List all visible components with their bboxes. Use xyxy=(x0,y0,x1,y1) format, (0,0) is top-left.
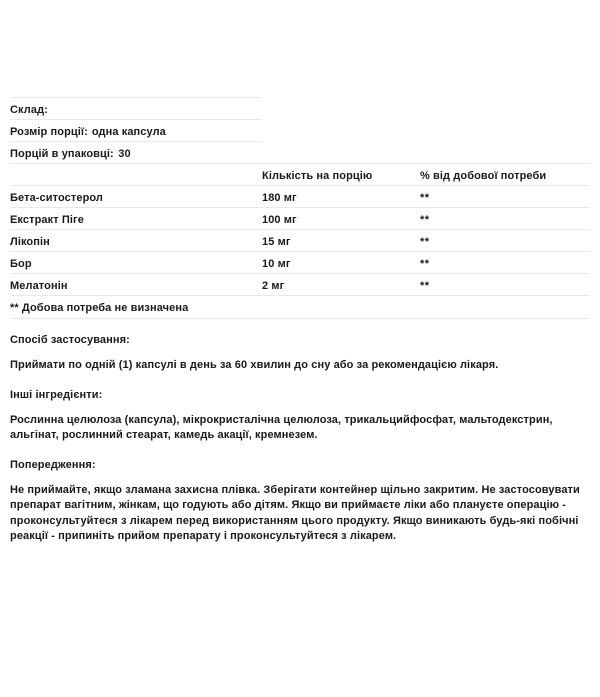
warnings-section xyxy=(10,458,590,545)
table-row xyxy=(10,230,590,252)
ingredient-name: Екстракт Піге xyxy=(10,213,84,226)
serving-size-value: одна капсула xyxy=(91,125,166,138)
supplement-facts-title-cell xyxy=(10,98,262,120)
warnings-title: Попередження: xyxy=(10,458,96,471)
ingredient-name-cell xyxy=(10,208,262,230)
table-row xyxy=(10,274,590,296)
spacer-cell xyxy=(420,120,590,142)
supplement-facts-title-row xyxy=(10,98,590,120)
supplement-facts-title: Склад: xyxy=(10,103,48,116)
ingredient-name-cell xyxy=(10,230,262,252)
spacer-cell xyxy=(262,142,420,164)
facts-bottom-rule xyxy=(10,318,590,319)
ingredient-amount: 180 мг xyxy=(262,191,297,204)
daily-value-footnote: ** Добова потреба не визначена xyxy=(10,302,189,314)
header-amount-cell xyxy=(262,164,420,186)
ingredient-name: Лікопін xyxy=(10,235,50,248)
daily-value-footnote-row xyxy=(10,296,590,319)
spacer-cell xyxy=(420,142,590,164)
other-ingredients-body: Рослинна целюлоза (капсула), мікрокристалічна целюлоза, трикальцийфосфат, мальтодекстрин, альгінат, рослинний стеарат, камедь акації, кремнезем. xyxy=(10,413,553,441)
column-header-daily-value: % від добової потреби xyxy=(420,169,547,182)
serving-size-cell xyxy=(10,120,262,142)
ingredient-daily-value-cell xyxy=(420,230,590,252)
ingredient-amount-cell xyxy=(262,274,420,296)
ingredient-name-cell xyxy=(10,252,262,274)
table-row xyxy=(10,208,590,230)
supplement-label-page xyxy=(0,97,600,697)
ingredient-name: Бета-ситостерол xyxy=(10,191,104,204)
ingredient-amount: 100 мг xyxy=(262,213,297,226)
ingredient-daily-value-cell xyxy=(420,186,590,208)
ingredient-name-cell xyxy=(10,274,262,296)
ingredient-daily-value: ** xyxy=(420,279,430,292)
header-daily-value-cell xyxy=(420,164,590,186)
ingredient-amount-cell xyxy=(262,252,420,274)
serving-size-label: Розмір порції: xyxy=(10,125,88,138)
spacer-cell xyxy=(420,296,590,319)
directions-body: Приймати по одній (1) капсулі в день за 60 хвилин до сну або за рекомендацією лікаря. xyxy=(10,359,499,371)
ingredient-daily-value: ** xyxy=(420,257,430,270)
ingredient-amount: 15 мг xyxy=(262,235,291,248)
table-header-row xyxy=(10,164,590,186)
ingredient-daily-value: ** xyxy=(420,235,430,248)
servings-per-container-cell xyxy=(10,142,262,164)
ingredient-amount-cell xyxy=(262,230,420,252)
table-row xyxy=(10,252,590,274)
supplement-facts-panel xyxy=(10,97,590,319)
spacer-cell xyxy=(262,296,420,319)
spacer-cell xyxy=(262,120,420,142)
serving-size-row xyxy=(10,120,590,142)
header-name-cell xyxy=(10,164,262,186)
ingredient-name-cell xyxy=(10,186,262,208)
ingredient-daily-value-cell xyxy=(420,252,590,274)
servings-per-container-value: 30 xyxy=(118,147,131,160)
ingredient-amount-cell xyxy=(262,186,420,208)
ingredient-daily-value: ** xyxy=(420,191,430,204)
servings-per-container-row xyxy=(10,142,590,164)
ingredient-amount: 10 мг xyxy=(262,257,291,270)
spacer-cell xyxy=(420,98,590,120)
ingredient-daily-value: ** xyxy=(420,213,430,226)
ingredient-name: Бор xyxy=(10,257,32,270)
ingredient-amount: 2 мг xyxy=(262,279,285,292)
daily-value-footnote-cell xyxy=(10,296,262,319)
ingredient-name: Мелатонін xyxy=(10,279,68,292)
warnings-body: Не приймайте, якщо зламана захисна плівка. Зберігати контейнер щільно закритим. Не застосовувати препарат вагітним, жінкам, що годують або дітям. Якщо ви приймаєте ліки або плануєте операцію - проконсультуйтеся з лікарем перед використанням цього продукту. Якщо виникають будь-які побічні реакції - припиніть прийом препарату і проконсультуйтеся з лікарем. xyxy=(10,483,580,542)
directions-section xyxy=(10,333,590,374)
other-ingredients-section xyxy=(10,388,590,444)
ingredient-amount-cell xyxy=(262,208,420,230)
directions-title: Спосіб застосування: xyxy=(10,334,130,346)
ingredient-daily-value-cell xyxy=(420,208,590,230)
other-ingredients-title: Інші інгредієнти: xyxy=(10,388,103,401)
spacer-cell xyxy=(262,98,420,120)
servings-per-container-label: Порцій в упаковці: xyxy=(10,147,114,160)
supplement-facts-table xyxy=(10,97,590,318)
table-row xyxy=(10,186,590,208)
ingredient-daily-value-cell xyxy=(420,274,590,296)
column-header-amount: Кількість на порцію xyxy=(262,169,373,182)
